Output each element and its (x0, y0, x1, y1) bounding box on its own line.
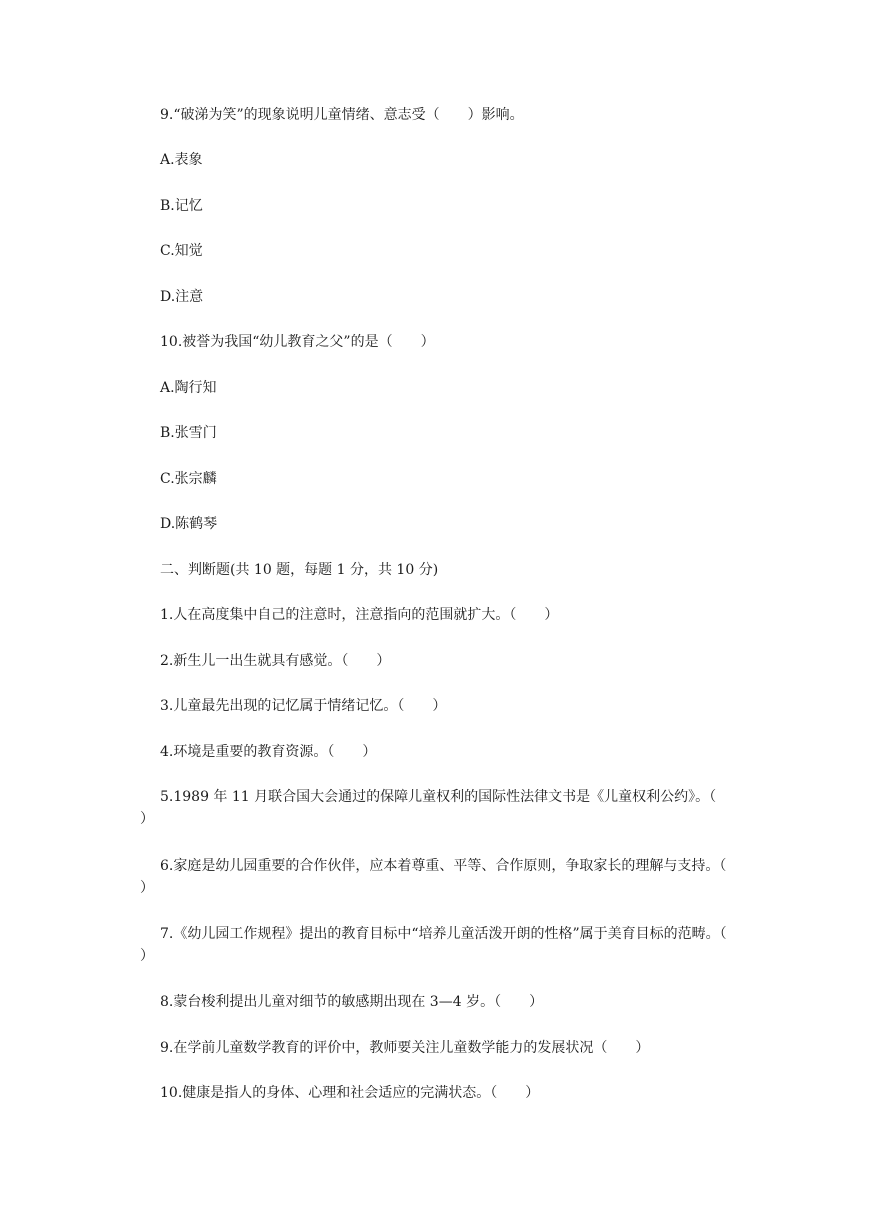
tf-item-8: 8.蒙台梭利提出儿童对细节的敏感期出现在 3—4 岁。（ ） (160, 994, 544, 1010)
tf-item-6: 6.家庭是幼儿园重要的合作伙伴，应本着尊重、平等、合作原则，争取家长的理解与支持。（ ） (140, 858, 755, 896)
question-10-option-c: C.张宗麟 (160, 471, 217, 487)
section-heading-true-false: 二、判断题(共 10 题，每题 1 分，共 10 分) (160, 562, 439, 578)
question-10-stem: 10.被誉为我国“幼儿教育之父”的是（ ） (160, 334, 435, 350)
question-10-option-d: D.陈鹤琴 (160, 516, 218, 532)
tf-item-7: 7.《幼儿园工作规程》提出的教育目标中“培养儿童活泼开朗的性格”属于美育目标的范畴。（ ） (140, 926, 755, 964)
question-10-option-b: B.张雪门 (160, 425, 217, 441)
tf-item-4: 4.环境是重要的教育资源。（ ） (160, 744, 377, 760)
question-9-stem: 9.“破涕为笑”的现象说明儿童情绪、意志受（ ）影响。 (160, 107, 524, 123)
question-10-option-a: A.陶行知 (160, 380, 217, 396)
question-9-option-d: D.注意 (160, 289, 204, 305)
question-9-option-b: B.记忆 (160, 198, 203, 214)
tf-item-2: 2.新生儿一出生就具有感觉。（ ） (160, 653, 391, 669)
question-9-option-a: A.表象 (160, 152, 203, 168)
tf-item-5: 5.1989 年 11 月联合国大会通过的保障儿童权利的国际性法律文书是《儿童权利公约》。（ ） (140, 789, 745, 827)
tf-item-9: 9.在学前儿童数学教育的评价中，教师要关注儿童数学能力的发展状况（ ） (160, 1040, 650, 1056)
tf-item-3: 3.儿童最先出现的记忆属于情绪记忆。（ ） (160, 698, 447, 714)
question-9-option-c: C.知觉 (160, 243, 203, 259)
tf-item-10: 10.健康是指人的身体、心理和社会适应的完满状态。（ ） (160, 1085, 540, 1101)
tf-item-1: 1.人在高度集中自己的注意时，注意指向的范围就扩大。（ ） (160, 607, 559, 623)
